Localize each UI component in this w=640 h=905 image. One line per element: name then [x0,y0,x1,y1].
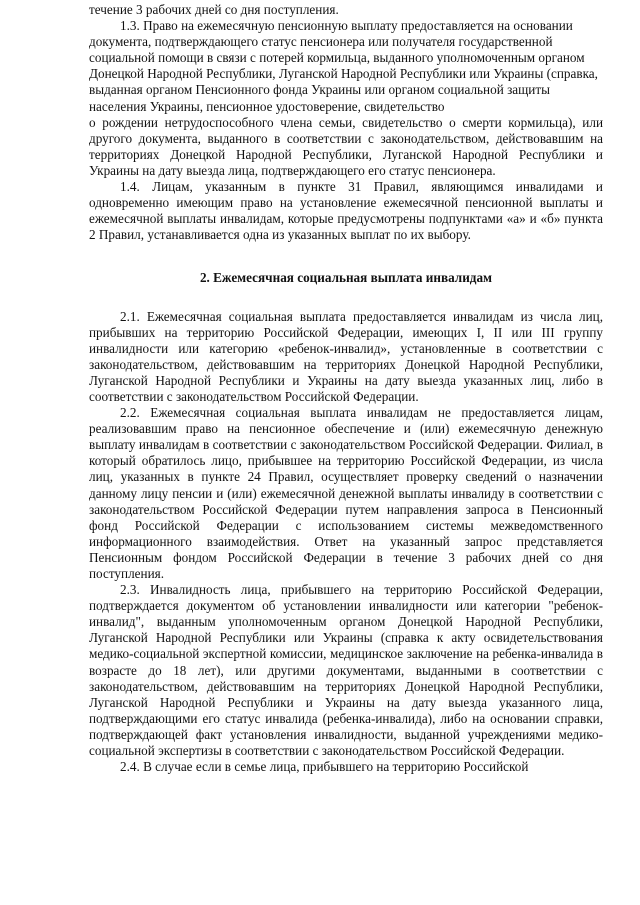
document-page [89,2,603,775]
paragraph-1-3-part-a: 1.3. Право на ежемесячную пенсионную выплату предоставляется на основании документа, подтверждающего статус пенсионера или получателя государственной социальной помощи в связи с потерей кормильца, выданного уполномоченным органом Донецкой Народной Республики, Луганской Народной Республики или Украины (справка, выданная органом Пенсионного фонда Украины или органом социальной защиты населения Украины, пенсионное удостоверение, свидетельство [89,18,598,114]
paragraph-1-4: 1.4. Лицам, указанным в пункте 31 Правил, являющимся инвалидами и одновременно имеющим право на установление ежемесячной пенсионной выплаты и ежемесячной выплаты инвалидам, которые предусмотрены подпунктами «а» и «б» пункта 2 Правил, устанавливается одна из указанных выплат по их выбору. [89,179,603,243]
paragraph-2-2: 2.2. Ежемесячная социальная выплата инвалидам не предоставляется лицам, реализовавшим право на пенсионное обеспечение и (или) ежемесячную денежную выплату инвалидам в соответствии с законодательством Российской Федерации. Филиал, в который обратилось лицо, прибывшее на территорию Российской Федерации, из числа лиц, указанных в пункте 24 Правил, осуществляет проверку сведений о назначении данному лицу пенсии и (или) ежемесячной денежной выплаты инвалиду в соответствии с законодательством Российской Федерации путем направления запроса в Пенсионный фонд Российской Федерации с использованием системы межведомственного информационного взаимодействия. Ответ на указанный запрос представляется Пенсионным фондом Российской Федерации в течение 3 рабочих дней со дня поступления. [89,405,603,581]
section-2-heading: 2. Ежемесячная социальная выплата инвалидам [199,270,493,286]
paragraph-intro-tail: течение 3 рабочих дней со дня поступления. [89,2,339,17]
paragraph-2-4: 2.4. В случае если в семье лица, прибывшего на территорию Российской [120,759,529,775]
paragraph-2-1: 2.1. Ежемесячная социальная выплата предоставляется инвалидам из числа лиц, прибывших на территорию Российской Федерации, имеющих I, II или III группу инвалидности или категорию «ребенок-инвалид», установленные в соответствии с законодательством, действовавшим на территориях Донецкой Народной Республики, Луганской Народной Республики и Украины на дату выезда указанных лиц, либо в соответствии с законодательством Российской Федерации. [89,308,603,404]
paragraph-2-3: 2.3. Инвалидность лица, прибывшего на территорию Российской Федерации, подтверждается документом об установлении инвалидности или категории "ребенок-инвалид", выданным уполномоченным органом Донецкой Народной Республики, Луганской Народной Республики или Украины (справка к акту освидетельствования медико-социальной экспертной комиссии, медицинское заключение на ребенка-инвалида в возрасте до 18 лет), или другими документами, выданными в соответствии с законодательством, действовавшим на территориях Донецкой Народной Республики, Луганской Народной Республики и Украины на дату выезда указанного лица, подтверждающими его статус инвалида (ребенка-инвалида), либо на основании справки, подтверждающей факт установления инвалидности, выданной учреждениями медико-социальной экспертизы в соответствии с законодательством Российской Федерации. [89,582,603,759]
paragraph-1-3-part-b: о рождении нетрудоспособного члена семьи, свидетельство о смерти кормильца), или другого документа, выданного в соответствии с законодательством, действовавшим на территориях Донецкой Народной Республики, Луганской Народной Республики и Украины на дату выезда лица, подтверждающего его статус пенсионера. [89,114,603,178]
